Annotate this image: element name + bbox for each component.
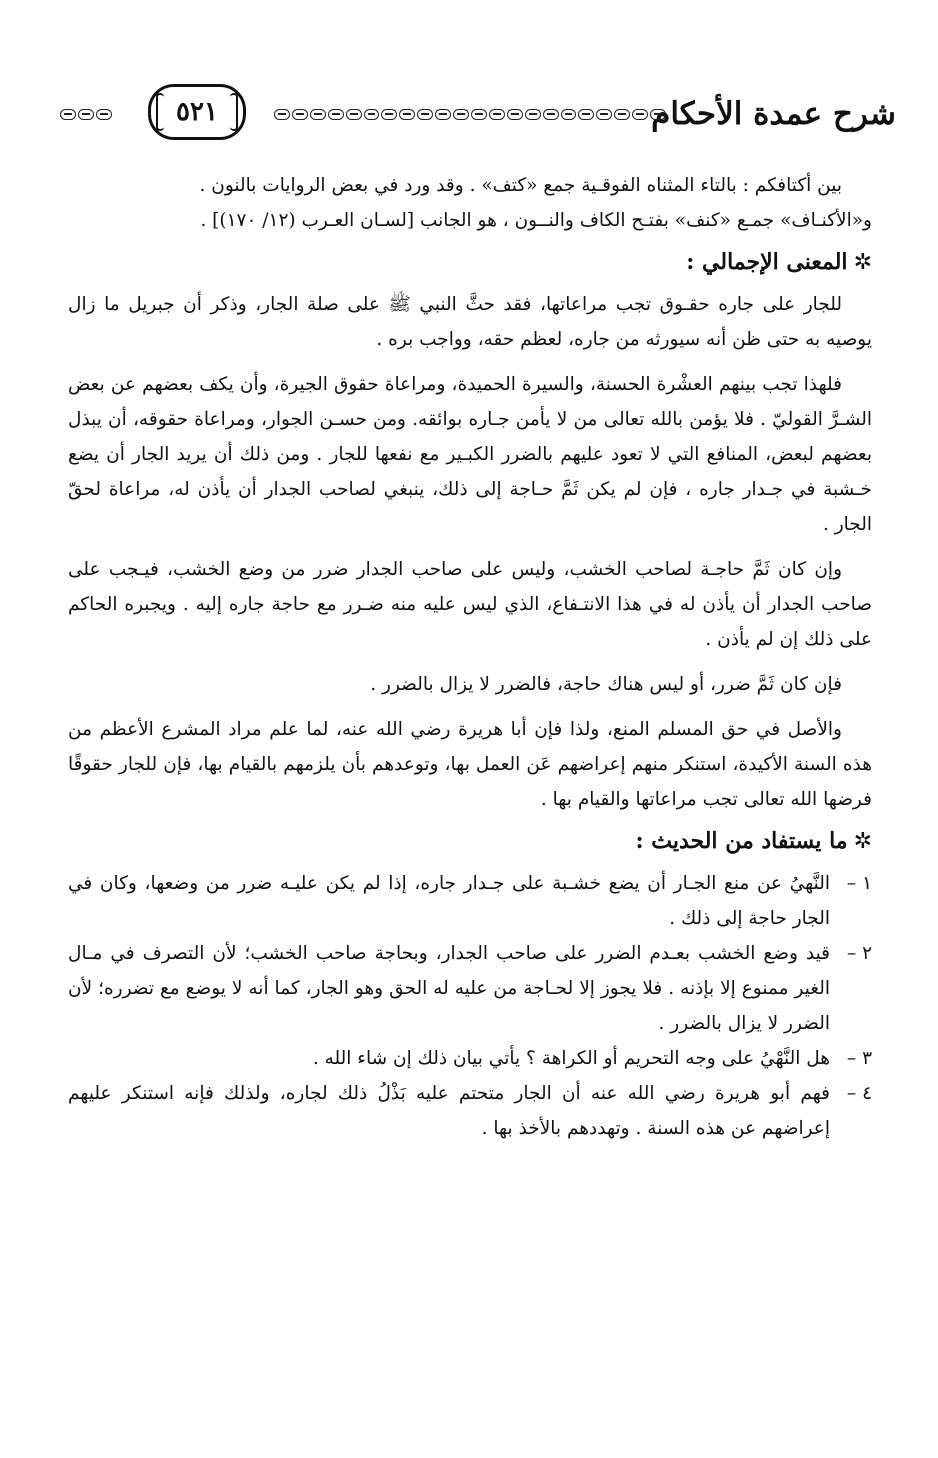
gloss-line-2: و«الأكنـاف» جمـع «كنف» بفتـح الكاف والنــون ، هو الجانب [لسـان العـرب (١٢/ ١٧٠)] . [200, 210, 872, 231]
ornament-link [328, 109, 344, 120]
ornament-link [292, 109, 308, 120]
paragraph: للجار على جاره حقـوق تجب مراعاتها، فقد حثَّ النبي ﷺ على صلة الجار، وذكر أن جبريل ما زال يوصيه به حتى ظن أنه سيورثه من جاره، لعظم حقه، وواجب بره . [68, 294, 872, 350]
list-number: ٣ – [846, 1048, 872, 1069]
list-item [68, 936, 872, 1041]
ornament-link [471, 109, 487, 120]
ornament-link [489, 109, 505, 120]
paragraph: وإن كان ثَمَّ حاجـة لصاحب الخشب، وليس على صاحب الجدار ضرر من وضع الخشب، فيـجب على صاحب الجدار أن يأذن له في هذا الانتـفاع، الذي ليس عليه منه ضـرر مع حاجة جاره إليه . ويجبره الحاكم على ذلك إن لم يأذن . [68, 559, 872, 650]
list-number: ١ – [846, 873, 872, 894]
page-body [68, 168, 872, 1146]
ornament-link [274, 109, 290, 120]
list-item [68, 1076, 872, 1146]
header-ornament-short [60, 106, 116, 122]
ornament-link [614, 109, 630, 120]
ornament-link [507, 109, 523, 120]
gloss-line-1: بين أكتافكم : بالتاء المثناه الفوقـية جمع «كتف» . وقد ورد في بعض الروايات بالنون . [199, 175, 842, 196]
asterisk-icon: ✲ [853, 250, 872, 275]
list-text: النَّهيُ عن منع الجـار أن يضع خشـبة على جـدار جاره، إذا لم يكن عليـه ضرر من وضعها، وكان في الجار حاجة إلى ذلك . [68, 873, 830, 929]
running-header [40, 84, 898, 154]
ornament-link [96, 109, 112, 120]
ornament-link [632, 109, 648, 120]
ornament-link [346, 109, 362, 120]
ornament-link [596, 109, 612, 120]
list-text: فهم أبو هريرة رضي الله عنه أن الجار متحتم عليه بَذْلُ ذلك لجاره، ولذلك فإنه استنكر عليهم إعراضهم عن هذه السنة . وتهددهم بالأخذ بها . [68, 1083, 830, 1139]
list-item [68, 866, 872, 936]
ornament-link [561, 109, 577, 120]
section-heading-general-meaning [68, 242, 872, 283]
section-heading-text: المعنى الإجمالي : [686, 249, 848, 275]
ornament-link [525, 109, 541, 120]
paragraph: والأصل في حق المسلم المنع، ولذا فإن أبا هريرة رضي الله عنه، لما علم مراد المشرع الأعظم من هذه السنة الأكيدة، استنكر منهم إعراضهم عَن العمل بها، وتوعدهم بأن يلزمهم بالقيام بها، فإن للجار حقوقًا فرضها الله تعالى تجب مراعاتها والقيام بها . [68, 719, 872, 810]
list-text: هل النَّهْيُ على وجه التحريم أو الكراهة ؟ يأتي بيان ذلك إن شاء الله . [312, 1048, 830, 1069]
book-title: شرح عمدة الأحكام [651, 96, 896, 132]
ornament-link [417, 109, 433, 120]
section-heading-lessons [68, 821, 872, 862]
ornament-link [60, 109, 76, 120]
list-number: ٤ – [846, 1083, 872, 1104]
ornament-link [381, 109, 397, 120]
list-number: ٢ – [846, 943, 872, 964]
paragraph: فإن كان ثَمَّ ضرر، أو ليس هناك حاجة، فالضرر لا يزال بالضرر . [370, 674, 842, 695]
list-item [68, 1041, 872, 1076]
header-ornament-long [274, 106, 666, 122]
ornament-link [453, 109, 469, 120]
ornament-link [78, 109, 94, 120]
paragraph: فلهذا تجب بينهم العشْرة الحسنة، والسيرة الحميدة، ومراعاة حقوق الجيرة، وأن يكف بعضهم عن بعض الشـرَّ القوليّ . فلا يؤمن بالله تعالى من لا يأمن جـاره بوائقه. ومن حسـن الجوار، ومراعاة حقوقه، أن يبذل بعضهم لبعض، المنافع التي لا تعود عليهم بالضرر الكبـير مع نفعها للجار . ومن ذلك أن يريد الجار أن يضع خـشبة في جـدار جاره ، فإن لم يكن ثَمَّ حـاجة إلى ذلك، ينبغي لصاحب الجدار أن يأذن له، مراعاة لحقّ الجار . [68, 374, 872, 535]
ornament-link [310, 109, 326, 120]
section-heading-text: ما يستفاد من الحديث : [635, 828, 848, 854]
ornament-link [399, 109, 415, 120]
page-number: ٥٢١ [148, 84, 246, 140]
ornament-link [435, 109, 451, 120]
ornament-link [578, 109, 594, 120]
asterisk-icon: ✲ [853, 829, 872, 854]
ornament-link [364, 109, 380, 120]
list-text: قيد وضع الخشب بعـدم الضرر على صاحب الجدار، وبحاجة صاحب الخشب؛ لأن التصرف في مـال الغير ممنوع إلا بإذنه . فلا يجوز إلا لحـاجة من عليه له الحق وهو الجار، كما أنه لا يوضع مع تضرره؛ لأن الضرر لا يزال بالضرر . [68, 943, 830, 1034]
ornament-link [650, 109, 666, 120]
ornament-link [543, 109, 559, 120]
